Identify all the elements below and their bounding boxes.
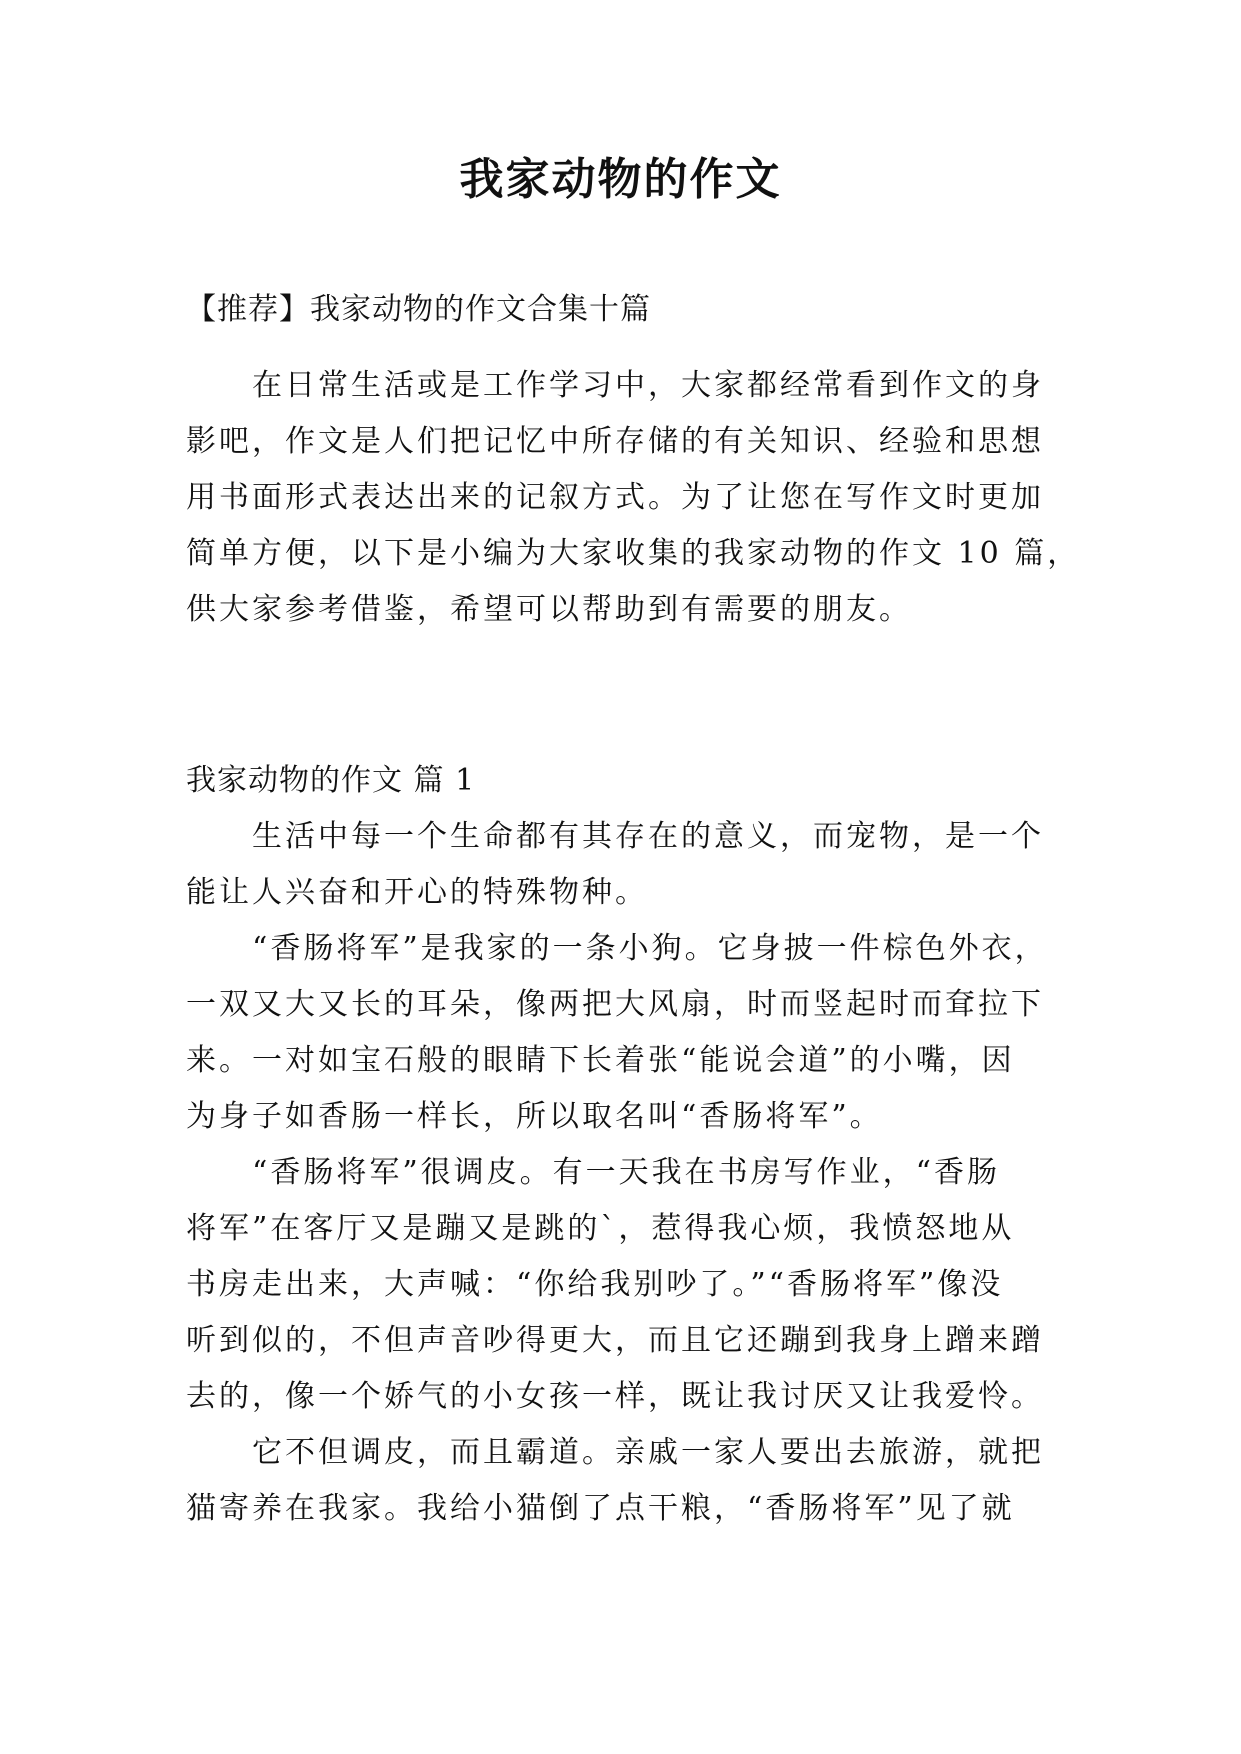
body-line: “香肠将军”很调皮。有一天我在书房写作业，“香肠 xyxy=(252,1155,1001,1190)
body-line: 听到似的，不但声音吵得更大，而且它还蹦到我身上蹭来蹭 xyxy=(186,1323,1044,1358)
intro-line: 用书面形式表达出来的记叙方式。为了让您在写作文时更加 xyxy=(186,480,1044,515)
document-subtitle: 【推荐】我家动物的作文合集十篇 xyxy=(186,292,651,327)
body-line: “香肠将军”是我家的一条小狗。它身披一件棕色外衣， xyxy=(252,931,1048,966)
intro-line: 影吧，作文是人们把记忆中所存储的有关知识、经验和思想 xyxy=(186,424,1044,459)
body-line: 猫寄养在我家。我给小猫倒了点干粮，“香肠将军”见了就 xyxy=(186,1491,1015,1526)
body-line: 为身子如香肠一样长，所以取名叫“香肠将军”。 xyxy=(186,1099,883,1134)
body-line: 能让人兴奋和开心的特殊物种。 xyxy=(186,875,648,910)
body-line: 来。一对如宝石般的眼睛下长着张“能说会道”的小嘴，因 xyxy=(186,1043,1015,1078)
intro-line: 简单方便，以下是小编为大家收集的我家动物的作文 10 篇， xyxy=(186,536,1081,571)
document-title: 我家动物的作文 xyxy=(459,154,782,205)
body-line: 书房走出来，大声喊：“你给我别吵了。”“香肠将军”像没 xyxy=(186,1267,1004,1302)
intro-paragraph xyxy=(186,358,1081,638)
body-line: 一双又大又长的耳朵，像两把大风扇，时而竖起时而耷拉下 xyxy=(186,987,1044,1022)
body-line: 它不但调皮，而且霸道。亲戚一家人要出去旅游，就把 xyxy=(252,1435,1044,1470)
intro-line: 供大家参考借鉴，希望可以帮助到有需要的朋友。 xyxy=(186,592,912,627)
intro-line: 在日常生活或是工作学习中，大家都经常看到作文的身 xyxy=(252,368,1044,403)
body-line: 将军”在客厅又是蹦又是跳的`，惹得我心烦，我愤怒地从 xyxy=(186,1211,1015,1246)
body-line: 去的，像一个娇气的小女孩一样，既让我讨厌又让我爱怜。 xyxy=(186,1379,1044,1414)
section-heading: 我家动物的作文 篇 1 xyxy=(186,763,476,798)
body-line: 生活中每一个生命都有其存在的意义，而宠物，是一个 xyxy=(252,819,1044,854)
essay-body xyxy=(186,809,1066,1537)
